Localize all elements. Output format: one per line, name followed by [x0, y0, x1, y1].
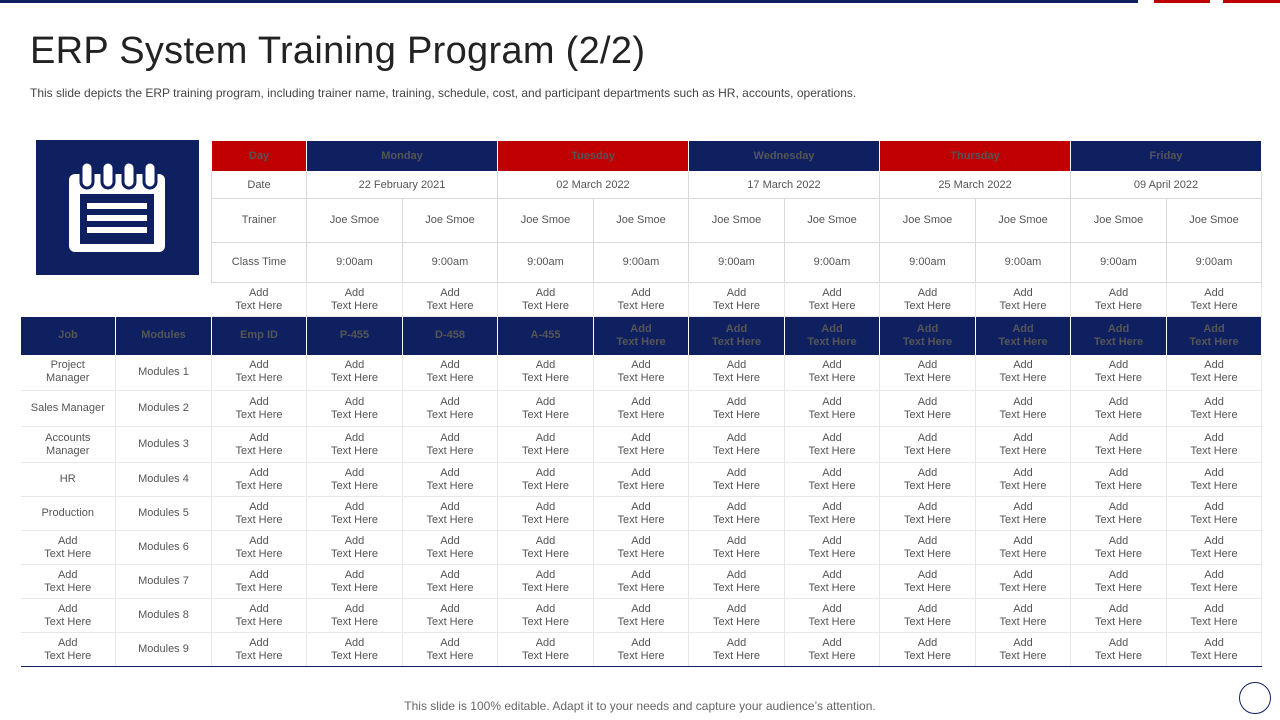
- table-cell[interactable]: Add Text Here: [880, 427, 976, 463]
- module-cell: Modules 4: [116, 463, 212, 497]
- date-cell: 25 March 2022: [880, 172, 1071, 199]
- job-cell: Production: [21, 497, 116, 531]
- participants-header-cell: Job: [21, 317, 116, 355]
- table-cell[interactable]: Add Text Here: [212, 355, 307, 391]
- table-cell[interactable]: Add Text Here: [976, 633, 1071, 667]
- trainer-cell: Joe Smoe: [498, 199, 594, 243]
- table-cell[interactable]: Add Text Here: [976, 391, 1071, 427]
- table-cell[interactable]: Add Text Here: [594, 355, 689, 391]
- table-cell[interactable]: Add Text Here: [307, 599, 403, 633]
- table-cell[interactable]: Add Text Here: [594, 599, 689, 633]
- date-label: Date: [212, 172, 307, 199]
- extra-cell[interactable]: Add Text Here: [689, 283, 785, 317]
- table-cell[interactable]: Add Text Here: [785, 633, 880, 667]
- training-table: [20, 140, 1262, 667]
- table-cell[interactable]: Add Text Here: [307, 565, 403, 599]
- trainer-cell: Joe Smoe: [785, 199, 880, 243]
- table-cell[interactable]: Add Text Here: [212, 463, 307, 497]
- table-cell[interactable]: Add Text Here: [1167, 427, 1262, 463]
- table-cell[interactable]: Add Text Here: [498, 565, 594, 599]
- table-cell[interactable]: Add Text Here: [880, 565, 976, 599]
- top-accent-bar: [0, 0, 1138, 3]
- table-cell[interactable]: Add Text Here: [689, 391, 785, 427]
- table-cell[interactable]: Add Text Here: [880, 497, 976, 531]
- table-cell[interactable]: Add Text Here: [498, 355, 594, 391]
- table-cell[interactable]: Add Text Here: [1167, 565, 1262, 599]
- extra-cell[interactable]: Add Text Here: [212, 283, 307, 317]
- table-cell[interactable]: Add Text Here: [498, 391, 594, 427]
- table-cell[interactable]: Add Text Here: [1167, 599, 1262, 633]
- job-cell: Add Text Here: [21, 599, 116, 633]
- class-time-cell: 9:00am: [307, 243, 403, 283]
- trainer-cell: Joe Smoe: [976, 199, 1071, 243]
- participants-header-cell: Add Text Here: [880, 317, 976, 355]
- table-cell[interactable]: Add Text Here: [1071, 497, 1167, 531]
- table-cell[interactable]: Add Text Here: [1167, 355, 1262, 391]
- page-title: ERP System Training Program (2/2): [30, 30, 646, 72]
- date-cell: 17 March 2022: [689, 172, 880, 199]
- participants-header-cell: Add Text Here: [785, 317, 880, 355]
- participant-row: [21, 565, 1262, 599]
- module-cell: Modules 1: [116, 355, 212, 391]
- table-cell[interactable]: Add Text Here: [785, 463, 880, 497]
- table-cell[interactable]: Add Text Here: [880, 531, 976, 565]
- class-time-cell: 9:00am: [689, 243, 785, 283]
- table-cell[interactable]: Add Text Here: [307, 497, 403, 531]
- table-cell[interactable]: Add Text Here: [785, 497, 880, 531]
- job-cell: Sales Manager: [21, 391, 116, 427]
- table-cell[interactable]: Add Text Here: [689, 531, 785, 565]
- participants-header-cell: Add Text Here: [1167, 317, 1262, 355]
- extra-cell[interactable]: Add Text Here: [1167, 283, 1262, 317]
- trainer-cell: Joe Smoe: [689, 199, 785, 243]
- class-time-label: Class Time: [212, 243, 307, 283]
- table-cell[interactable]: Add Text Here: [212, 633, 307, 667]
- class-time-cell: 9:00am: [976, 243, 1071, 283]
- trainer-cell: Joe Smoe: [880, 199, 976, 243]
- table-cell[interactable]: Add Text Here: [785, 565, 880, 599]
- table-cell[interactable]: Add Text Here: [976, 497, 1071, 531]
- participants-header-cell: Emp ID: [212, 317, 307, 355]
- table-cell[interactable]: Add Text Here: [212, 427, 307, 463]
- table-cell[interactable]: Add Text Here: [212, 531, 307, 565]
- table-cell[interactable]: Add Text Here: [880, 599, 976, 633]
- top-accent-red-1: [1154, 0, 1210, 3]
- module-cell: Modules 6: [116, 531, 212, 565]
- day-header-monday: Monday: [307, 141, 498, 172]
- table-cell[interactable]: Add Text Here: [403, 355, 498, 391]
- table-cell[interactable]: Add Text Here: [403, 391, 498, 427]
- job-cell: Add Text Here: [21, 565, 116, 599]
- table-cell[interactable]: Add Text Here: [689, 497, 785, 531]
- date-cell: 02 March 2022: [498, 172, 689, 199]
- table-cell[interactable]: Add Text Here: [1071, 463, 1167, 497]
- job-cell: Project Manager: [21, 355, 116, 391]
- job-cell: Add Text Here: [21, 531, 116, 565]
- table-cell[interactable]: Add Text Here: [785, 531, 880, 565]
- module-cell: Modules 9: [116, 633, 212, 667]
- table-cell[interactable]: Add Text Here: [403, 531, 498, 565]
- table-cell[interactable]: Add Text Here: [403, 427, 498, 463]
- participants-header-cell: A-455: [498, 317, 594, 355]
- module-cell: Modules 8: [116, 599, 212, 633]
- extra-cell[interactable]: Add Text Here: [976, 283, 1071, 317]
- class-time-cell: 9:00am: [785, 243, 880, 283]
- table-cell[interactable]: Add Text Here: [1167, 463, 1262, 497]
- table-cell[interactable]: Add Text Here: [689, 565, 785, 599]
- table-cell[interactable]: Add Text Here: [594, 497, 689, 531]
- job-cell: Accounts Manager: [21, 427, 116, 463]
- table-cell[interactable]: Add Text Here: [403, 633, 498, 667]
- class-time-cell: 9:00am: [403, 243, 498, 283]
- class-time-row: [21, 243, 1262, 283]
- table-cell[interactable]: Add Text Here: [403, 565, 498, 599]
- calendar-tile: [36, 140, 199, 275]
- job-cell: HR: [21, 463, 116, 497]
- table-cell[interactable]: Add Text Here: [594, 531, 689, 565]
- table-cell[interactable]: Add Text Here: [212, 391, 307, 427]
- day-header-tuesday: Tuesday: [498, 141, 689, 172]
- participants-header-cell: Modules: [116, 317, 212, 355]
- date-cell: 22 February 2021: [307, 172, 498, 199]
- day-label-header: Day: [212, 141, 307, 172]
- table-cell[interactable]: Add Text Here: [689, 355, 785, 391]
- extra-cell[interactable]: Add Text Here: [307, 283, 403, 317]
- table-cell[interactable]: Add Text Here: [1071, 355, 1167, 391]
- calendar-icon: [67, 162, 167, 254]
- table-cell[interactable]: Add Text Here: [689, 463, 785, 497]
- table-cell[interactable]: Add Text Here: [880, 391, 976, 427]
- table-cell[interactable]: Add Text Here: [1071, 599, 1167, 633]
- table-cell[interactable]: Add Text Here: [976, 463, 1071, 497]
- table-cell[interactable]: Add Text Here: [594, 633, 689, 667]
- extra-cell[interactable]: Add Text Here: [594, 283, 689, 317]
- participants-header-cell: Add Text Here: [976, 317, 1071, 355]
- module-cell: Modules 2: [116, 391, 212, 427]
- table-cell[interactable]: Add Text Here: [594, 565, 689, 599]
- trainer-label: Trainer: [212, 199, 307, 243]
- footer-note: This slide is 100% editable. Adapt it to your needs and capture your audience’s attention.: [404, 699, 876, 713]
- table-cell[interactable]: Add Text Here: [1071, 633, 1167, 667]
- module-cell: Modules 5: [116, 497, 212, 531]
- table-cell[interactable]: Add Text Here: [1071, 427, 1167, 463]
- schedule-section: [21, 141, 1262, 317]
- extra-cell[interactable]: Add Text Here: [880, 283, 976, 317]
- trainer-cell: Joe Smoe: [1167, 199, 1262, 243]
- nav-circle[interactable]: [1239, 682, 1271, 714]
- class-time-cell: 9:00am: [594, 243, 689, 283]
- table-cell[interactable]: Add Text Here: [594, 391, 689, 427]
- table-cell[interactable]: Add Text Here: [689, 427, 785, 463]
- participant-row: [21, 427, 1262, 463]
- table-cell[interactable]: Add Text Here: [307, 531, 403, 565]
- table-cell[interactable]: Add Text Here: [498, 463, 594, 497]
- day-header-row: [21, 141, 1262, 172]
- table-cell[interactable]: Add Text Here: [880, 355, 976, 391]
- participant-row: [21, 531, 1262, 565]
- table-cell[interactable]: Add Text Here: [212, 497, 307, 531]
- extra-row: [21, 283, 1262, 317]
- module-cell: Modules 3: [116, 427, 212, 463]
- class-time-cell: 9:00am: [880, 243, 976, 283]
- table-cell[interactable]: Add Text Here: [307, 633, 403, 667]
- table-cell[interactable]: Add Text Here: [498, 531, 594, 565]
- table-cell[interactable]: Add Text Here: [976, 427, 1071, 463]
- page-subtitle: This slide depicts the ERP training program, including trainer name, training, schedule, cost, and participant departments such as HR, accounts, operations.: [30, 86, 857, 100]
- participant-row: [21, 391, 1262, 427]
- table-cell[interactable]: Add Text Here: [1071, 391, 1167, 427]
- table-cell[interactable]: Add Text Here: [976, 599, 1071, 633]
- class-time-cell: 9:00am: [1167, 243, 1262, 283]
- table-cell[interactable]: Add Text Here: [498, 427, 594, 463]
- table-cell[interactable]: Add Text Here: [212, 599, 307, 633]
- module-cell: Modules 7: [116, 565, 212, 599]
- table-cell[interactable]: Add Text Here: [403, 497, 498, 531]
- extra-cell[interactable]: Add Text Here: [403, 283, 498, 317]
- table-cell[interactable]: Add Text Here: [212, 565, 307, 599]
- participants-header-cell: P-455: [307, 317, 403, 355]
- date-row: [21, 172, 1262, 199]
- table-cell[interactable]: Add Text Here: [307, 355, 403, 391]
- table-cell[interactable]: Add Text Here: [880, 633, 976, 667]
- date-cell: 09 April 2022: [1071, 172, 1262, 199]
- trainer-cell: Joe Smoe: [594, 199, 689, 243]
- class-time-cell: 9:00am: [1071, 243, 1167, 283]
- participants-header-cell: D-458: [403, 317, 498, 355]
- table-cell[interactable]: Add Text Here: [403, 463, 498, 497]
- day-header-wednesday: Wednesday: [689, 141, 880, 172]
- table-cell[interactable]: Add Text Here: [1167, 633, 1262, 667]
- table-cell[interactable]: Add Text Here: [498, 633, 594, 667]
- table-cell[interactable]: Add Text Here: [785, 355, 880, 391]
- table-cell[interactable]: Add Text Here: [498, 599, 594, 633]
- day-header-friday: Friday: [1071, 141, 1262, 172]
- table-cell[interactable]: Add Text Here: [785, 599, 880, 633]
- extra-cell[interactable]: Add Text Here: [785, 283, 880, 317]
- participant-row: [21, 599, 1262, 633]
- table-cell[interactable]: Add Text Here: [1167, 531, 1262, 565]
- day-header-thursday: Thursday: [880, 141, 1071, 172]
- table-cell[interactable]: Add Text Here: [498, 497, 594, 531]
- table-cell[interactable]: Add Text Here: [785, 391, 880, 427]
- participant-row: [21, 633, 1262, 667]
- class-time-cell: 9:00am: [498, 243, 594, 283]
- table-cell[interactable]: Add Text Here: [976, 355, 1071, 391]
- trainer-cell: Joe Smoe: [307, 199, 403, 243]
- table-cell[interactable]: Add Text Here: [594, 463, 689, 497]
- table-cell[interactable]: Add Text Here: [307, 463, 403, 497]
- participants-section: [21, 317, 1262, 667]
- table-cell[interactable]: Add Text Here: [976, 531, 1071, 565]
- participants-header-row: [21, 317, 1262, 355]
- table-cell[interactable]: Add Text Here: [880, 463, 976, 497]
- table-cell[interactable]: Add Text Here: [403, 599, 498, 633]
- participants-header-cell: Add Text Here: [594, 317, 689, 355]
- top-accent-red-2: [1223, 0, 1280, 3]
- table-cell[interactable]: Add Text Here: [1071, 531, 1167, 565]
- participant-row: [21, 355, 1262, 391]
- table-cell[interactable]: Add Text Here: [1167, 391, 1262, 427]
- table-cell[interactable]: Add Text Here: [307, 427, 403, 463]
- job-cell: Add Text Here: [21, 633, 116, 667]
- table-cell[interactable]: Add Text Here: [1167, 497, 1262, 531]
- table-cell[interactable]: Add Text Here: [976, 565, 1071, 599]
- participant-row: [21, 497, 1262, 531]
- table-cell[interactable]: Add Text Here: [307, 391, 403, 427]
- table-cell[interactable]: Add Text Here: [785, 427, 880, 463]
- extra-cell[interactable]: Add Text Here: [1071, 283, 1167, 317]
- trainer-cell: Joe Smoe: [1071, 199, 1167, 243]
- table-cell[interactable]: Add Text Here: [1071, 565, 1167, 599]
- table-cell[interactable]: Add Text Here: [689, 633, 785, 667]
- extra-cell[interactable]: Add Text Here: [498, 283, 594, 317]
- participants-header-cell: Add Text Here: [1071, 317, 1167, 355]
- trainer-row: [21, 199, 1262, 243]
- table-cell[interactable]: Add Text Here: [689, 599, 785, 633]
- participants-header-cell: Add Text Here: [689, 317, 785, 355]
- trainer-cell: Joe Smoe: [403, 199, 498, 243]
- participant-row: [21, 463, 1262, 497]
- table-cell[interactable]: Add Text Here: [594, 427, 689, 463]
